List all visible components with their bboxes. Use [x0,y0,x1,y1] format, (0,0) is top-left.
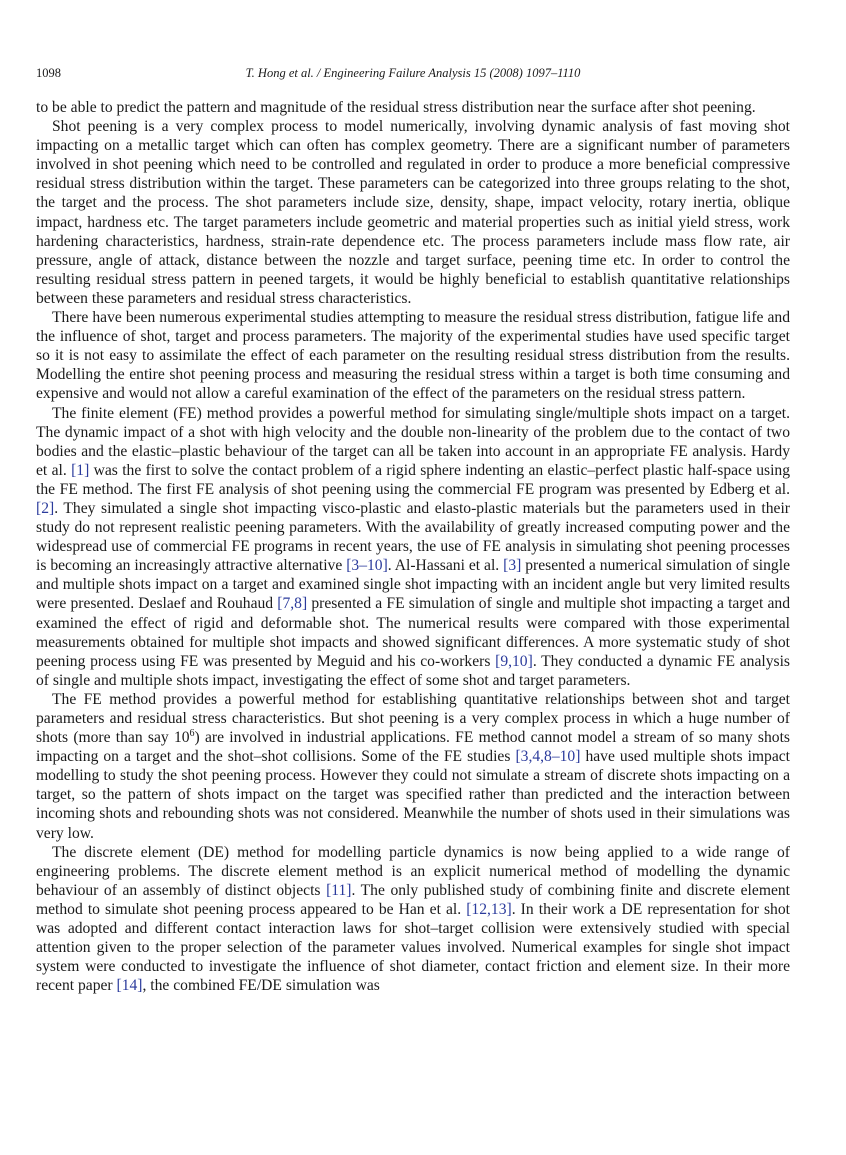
page-header [36,66,790,84]
paragraph-shot-peening-complexity: Shot peening is a very complex process to model numerically, involving dynamic analysis of fast moving shot impacting on a metallic target which can often has complex geometry. There are a significant number of parameters involved in shot peening which need to be controlled and regulated in order to produce a more beneficial compressive residual stress distribution within the target. These parameters can be categorized into three groups relating to the shot, the target and the process. The shot parameters include size, density, shape, impact velocity, rotary inertia, oblique impact, hardness etc. The target parameters include geometric and material properties such as initial yield stress, work hardening characteristics, hardness, strain-rate dependence etc. The process parameters include mass flow rate, air pressure, angle of attack, distance between the nozzle and target surface, peening time etc. In order to control the resulting residual stress pattern in peened targets, it would be highly beneficial to establish quantitative relationships between these parameters and residual stress characteristics. [36,118,790,307]
paragraph-de-method: The discrete element (DE) method for modelling particle dynamics is now being applied to a wide range of engineering problems. The discrete element method is an explicit numerical method of modelling the dynamic behaviour of an assembly of distinct objects [11]. The only published study of combining finite and discrete element method to simulate shot peening process appeared to be Han et al. [12,13]. In their work a DE representation for shot was adopted and different contact interaction laws for shot–target collision were extensively studied with special attention given to the proper selection of the parameter values involved. Numerical examples for single shot impact system were conducted to investigate the influence of shot diameter, contact friction and element size. In their more recent paper [14], the combined FE/DE simulation was [36,843,790,995]
page-number: 1098 [36,66,61,80]
paragraph-fe-method: The finite element (FE) method provides a powerful method for simulating single/multiple shots impact on a target. The dynamic impact of a shot with high velocity and the double non-linearity of the problem due to the contact of two bodies and the elastic–plastic behaviour of the target can all be taken into account in an appropriate FE analysis. Hardy et al. [1] was the first to solve the contact problem of a rigid sphere indenting an elastic–perfect plastic half-space using the FE method. The first FE analysis of shot peening using the commercial FE program was presented by Edberg et al. [2]. They simulated a single shot impacting visco-plastic and elasto-plastic materials but the parameters used in their study do not represent realistic peening parameters. With the availability of greatly increased computing power and the widespread use of commercial FE programs in recent years, the use of FE analysis in simulating shot peening processes is becoming an increasingly attractive alternative [3–10]. Al-Hassani et al. [3] presented a numerical simulation of single and multiple shots impact on a target and examined single shot impacting with an incident angle but very limited results were presented. Deslaef and Rouhaud [7,8] presented a FE simulation of single and multiple shot impacting a target and examined the effect of rigid and deformable shot. The numerical results were compared with those experimental measurements obtained for multiple shot impacts and showed significant differences. A more systematic study of shot peening process using FE was presented by Meguid and his co-workers [9,10]. They conducted a dynamic FE analysis of single and multiple shots impact, investigating the effect of some shot and target parameters. [36,404,791,689]
citation-link[interactable]: [1] [71,461,90,479]
citation-link[interactable]: [11] [326,881,352,899]
citation-link[interactable]: [3,4,8–10] [515,748,581,766]
paragraph-continuation: to be able to predict the pattern and magnitude of the residual stress distribution near the surface after shot peening. [36,99,756,116]
citation-link[interactable]: [14] [116,977,143,995]
citation-link[interactable]: [9,10] [495,652,533,670]
paragraph-fe-limitations: The FE method provides a powerful method for establishing quantitative relationships between shot and target parameters and residual stress characteristics. But shot peening is a very complex process in which a huge number of shots (more than say $10^6$) are involved in industrial applications. FE method cannot model a stream of so many shots impacting on a target and the shot–shot collisions. Some of the FE studies [3,4,8–10] have used multiple shots impact modelling to study the shot peening process. However they could not simulate a stream of discrete shots impacting on a target, so the pattern of shots impact on the target was specified rather than predicted and the interaction between incoming shots and rebounding shots was not considered. Meanwhile the number of shots used in their simulations was very low. [36,690,791,842]
citation-link[interactable]: [7,8] [277,595,308,613]
citation-link[interactable]: [3] [503,557,522,575]
citation-link[interactable]: [3–10] [346,557,388,575]
superscript: 6 [189,728,195,740]
paragraph-experimental-studies: There have been numerous experimental studies attempting to measure the residual stress distribution, fatigue life and the influence of shot, target and process parameters. The majority of the experimental studies have used specific target so it is not easy to assimilate the effect of each parameter on the resulting residual stress distribution from the results. Modelling the entire shot peening process and measuring the residual stress within a target is both time consuming and expensive and would not allow a careful examination of the effect of the parameters on the residual stress pattern. [36,309,790,403]
running-head: T. Hong et al. / Engineering Failure Analysis 15 (2008) 1097–1110 [245,66,581,80]
article-body [36,98,790,995]
citation-link[interactable]: [2] [36,499,55,517]
citation-link[interactable]: [12,13] [466,900,512,918]
